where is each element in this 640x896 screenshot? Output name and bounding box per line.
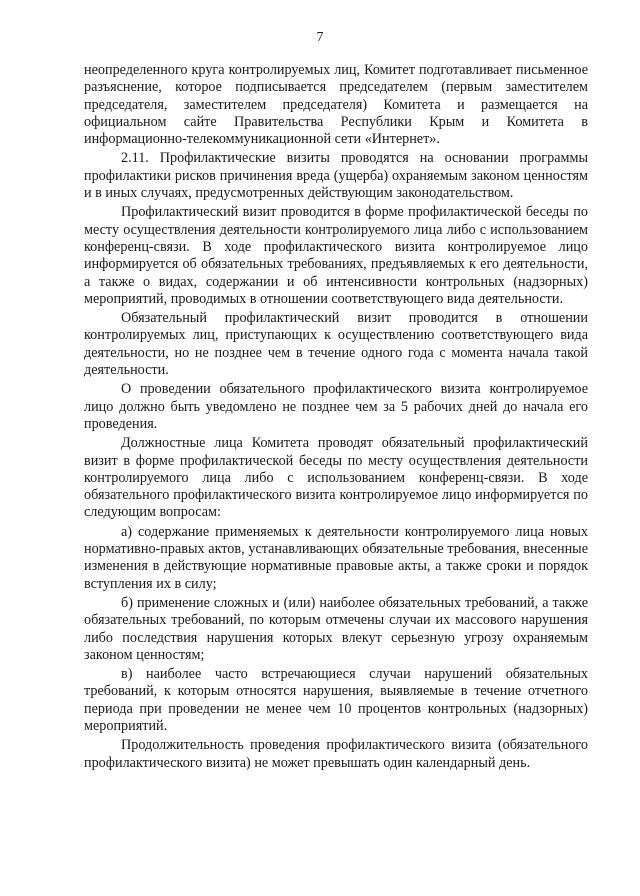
paragraph-mandatory-visit: Обязательный профилактический визит проводится в отношении контролируемых лиц, приступающих к осуществлению соответствующего вида деятельности, но не позднее чем в течение одного года с момента начала такой деятельности. bbox=[84, 310, 588, 379]
list-item-c: в) наиболее часто встречающиеся случаи нарушений обязательных требований, к которым относятся нарушения, выявляемые в течение отчетного периода при проведении не менее чем 10 процентов контрольных (надзорных) мероприятий. bbox=[84, 666, 588, 734]
paragraph-officials: Должностные лица Комитета проводят обязательный профилактический визит в форме профилактической беседы по месту осуществления деятельности контролируемого лица либо с использованием конференц-связи. В ходе обязательного профилактического визита контролируемое лицо информируется по следующим вопросам: bbox=[84, 435, 588, 521]
paragraph-duration: Продолжительность проведения профилактического визита (обязательного профилактического визита) не может превышать один календарный день. bbox=[84, 737, 588, 771]
paragraph-2-11: 2.11. Профилактические визиты проводятся на основании программы профилактики рисков причинения вреда (ущерба) охраняемым законом ценностям и в иных случаях, предусмотренных действующим законодательством. bbox=[84, 150, 588, 202]
paragraph-visit-form: Профилактический визит проводится в форме профилактической беседы по месту осуществления деятельности контролируемого лица либо с использованием конференц-связи. В ходе профилактического визита контролируемое лицо информируется об обязательных требованиях, предъявляемых к его деятельности, а также о видах, содержании и об интенсивности контрольных (надзорных) мероприятий, проводимых в отношении соответствующего вида деятельности. bbox=[84, 204, 588, 307]
page-number: 7 bbox=[316, 30, 324, 45]
paragraph-continuation: неопределенного круга контролируемых лиц, Комитет подготавливает письменное разъяснение, которое подписывается председателем (первым заместителем председателя, заместителем председателя) Комитета и размещается на официальном сайте Правительства Республики Крым и Комитета в информационно-телекоммуникационной сети «Интернет». bbox=[84, 62, 588, 148]
document-body bbox=[84, 62, 588, 772]
paragraph-notification: О проведении обязательного профилактического визита контролируемое лицо должно быть уведомлено не позднее чем за 5 рабочих дней до начала его проведения. bbox=[84, 381, 588, 432]
list-item-a: а) содержание применяемых к деятельности контролируемого лица новых нормативно-правых актов, устанавливающих обязательные требования, внесенные изменения в действующие нормативные правовые акты, а также сроки и порядок вступления их в силу; bbox=[84, 523, 588, 592]
list-item-b: б) применение сложных и (или) наиболее обязательных требований, а также обязательных требований, по которым отмечены случаи их массового нарушения либо последствия нарушения которых влекут серьезную угрозу охраняемым законом ценностям; bbox=[84, 594, 588, 663]
